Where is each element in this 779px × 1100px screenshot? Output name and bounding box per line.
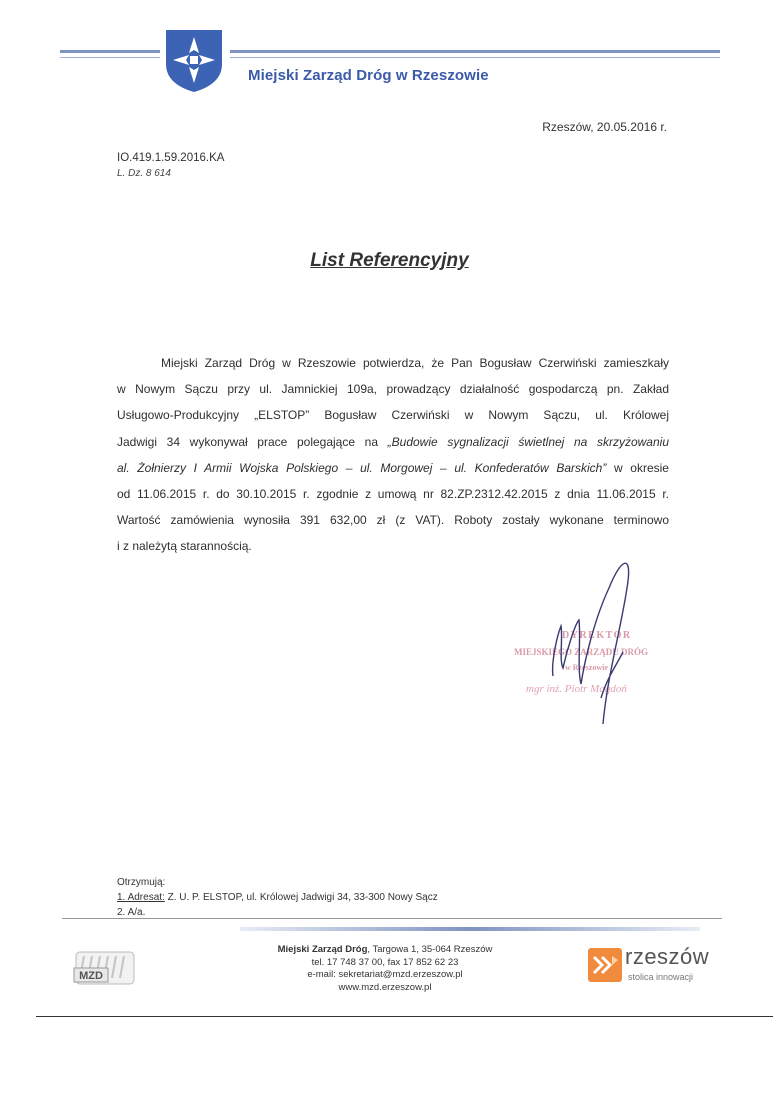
header-rule-left	[60, 50, 160, 53]
body-line: i z należytą starannością.	[117, 539, 252, 554]
signature-icon	[505, 548, 705, 738]
footer-email: e-mail: sekretariat@mzd.erzeszow.pl	[307, 969, 463, 980]
footer-street: , Targowa 1, 35-064 Rzeszów	[367, 944, 493, 955]
header-rule-right-thin	[230, 57, 720, 58]
recipient-1	[117, 892, 438, 903]
body-line-part: w okresie	[606, 460, 669, 475]
city-logo-text: rzeszów	[625, 944, 710, 969]
journal-number: L. Dz. 8 614	[117, 168, 171, 179]
document-title: List Referencyjny	[310, 250, 469, 271]
signatory-name: mgr inż. Piotr Magdoń	[526, 683, 627, 695]
stamp-line-3: w Rzeszowie	[565, 663, 608, 672]
recipient-1-label: 1. Adresat:	[117, 892, 165, 903]
body-line	[117, 455, 669, 481]
mzd-logo	[70, 948, 140, 990]
body-line: w Nowym Sączu przy ul. Jamnickiej 109a, prowadzący działalność gospodarczą pn. Zakład	[117, 382, 669, 397]
body-line: od 11.06.2015 r. do 30.10.2015 r. zgodnie z umową nr 82.ZP.2312.42.2015 z dnia 11.06.2015 r.	[117, 487, 669, 502]
coat-of-arms-icon	[163, 28, 225, 94]
place-date: Rzeszów, 20.05.2016 r.	[542, 120, 667, 134]
footer-website: www.mzd.erzeszow.pl	[338, 981, 432, 993]
organization-name: Miejski Zarząd Dróg w Rzeszowie	[248, 67, 489, 84]
reference-number: IO.419.1.59.2016.KA	[117, 152, 225, 164]
footer-org-name: Miejski Zarząd Dróg	[277, 944, 368, 955]
city-tagline: stolica innowacji	[628, 972, 694, 982]
page-bottom-rule	[36, 1016, 773, 1017]
footer-divider	[62, 918, 722, 919]
recipients-heading: Otrzymują:	[117, 877, 166, 888]
body-line-italic: „Budowie sygnalizacji świetlnej na skrzyżowaniu	[387, 434, 669, 449]
body-line-italic: al. Żołnierzy I Armii Wojska Polskiego – ul. Morgowej – ul. Konfederatów Barskich”	[117, 460, 607, 475]
body-line: Miejski Zarząd Dróg w Rzeszowie potwierdza, że Pan Bogusław Czerwiński zamieszkały	[161, 356, 669, 370]
stamp-line-2: MIEJSKIEGO ZARZĄDU DRÓG	[514, 647, 649, 657]
footer-accent-bar	[240, 927, 700, 931]
stamp-line-1: DYREKTOR	[562, 630, 632, 641]
body-paragraph	[117, 350, 669, 560]
body-line: Wartość zamówienia wynosiła 391 632,00 zł (z VAT). Roboty zostały wykonane terminowo	[117, 513, 669, 528]
mzd-logo-text: MZD	[79, 970, 103, 982]
footer-address	[240, 944, 530, 994]
header-rule-left-thin	[60, 57, 160, 58]
rzeszow-logo-icon	[588, 948, 622, 982]
body-line	[117, 429, 669, 455]
footer-phone: tel. 17 748 37 00, fax 17 852 62 23	[311, 956, 459, 968]
footer-address-line	[240, 944, 530, 957]
body-line: Usługowo-Produkcyjny „ELSTOP” Bogusław Czerwiński w Nowym Sączu, ul. Królowej	[117, 408, 669, 423]
recipient-1-text: Z. U. P. ELSTOP, ul. Królowej Jadwigi 34, 33-300 Nowy Sącz	[164, 892, 438, 903]
recipient-2: 2. A/a.	[117, 907, 146, 918]
body-line-part: Jadwigi 34 wykonywał prace polegające na	[117, 434, 388, 449]
header-rule-right	[230, 50, 720, 53]
